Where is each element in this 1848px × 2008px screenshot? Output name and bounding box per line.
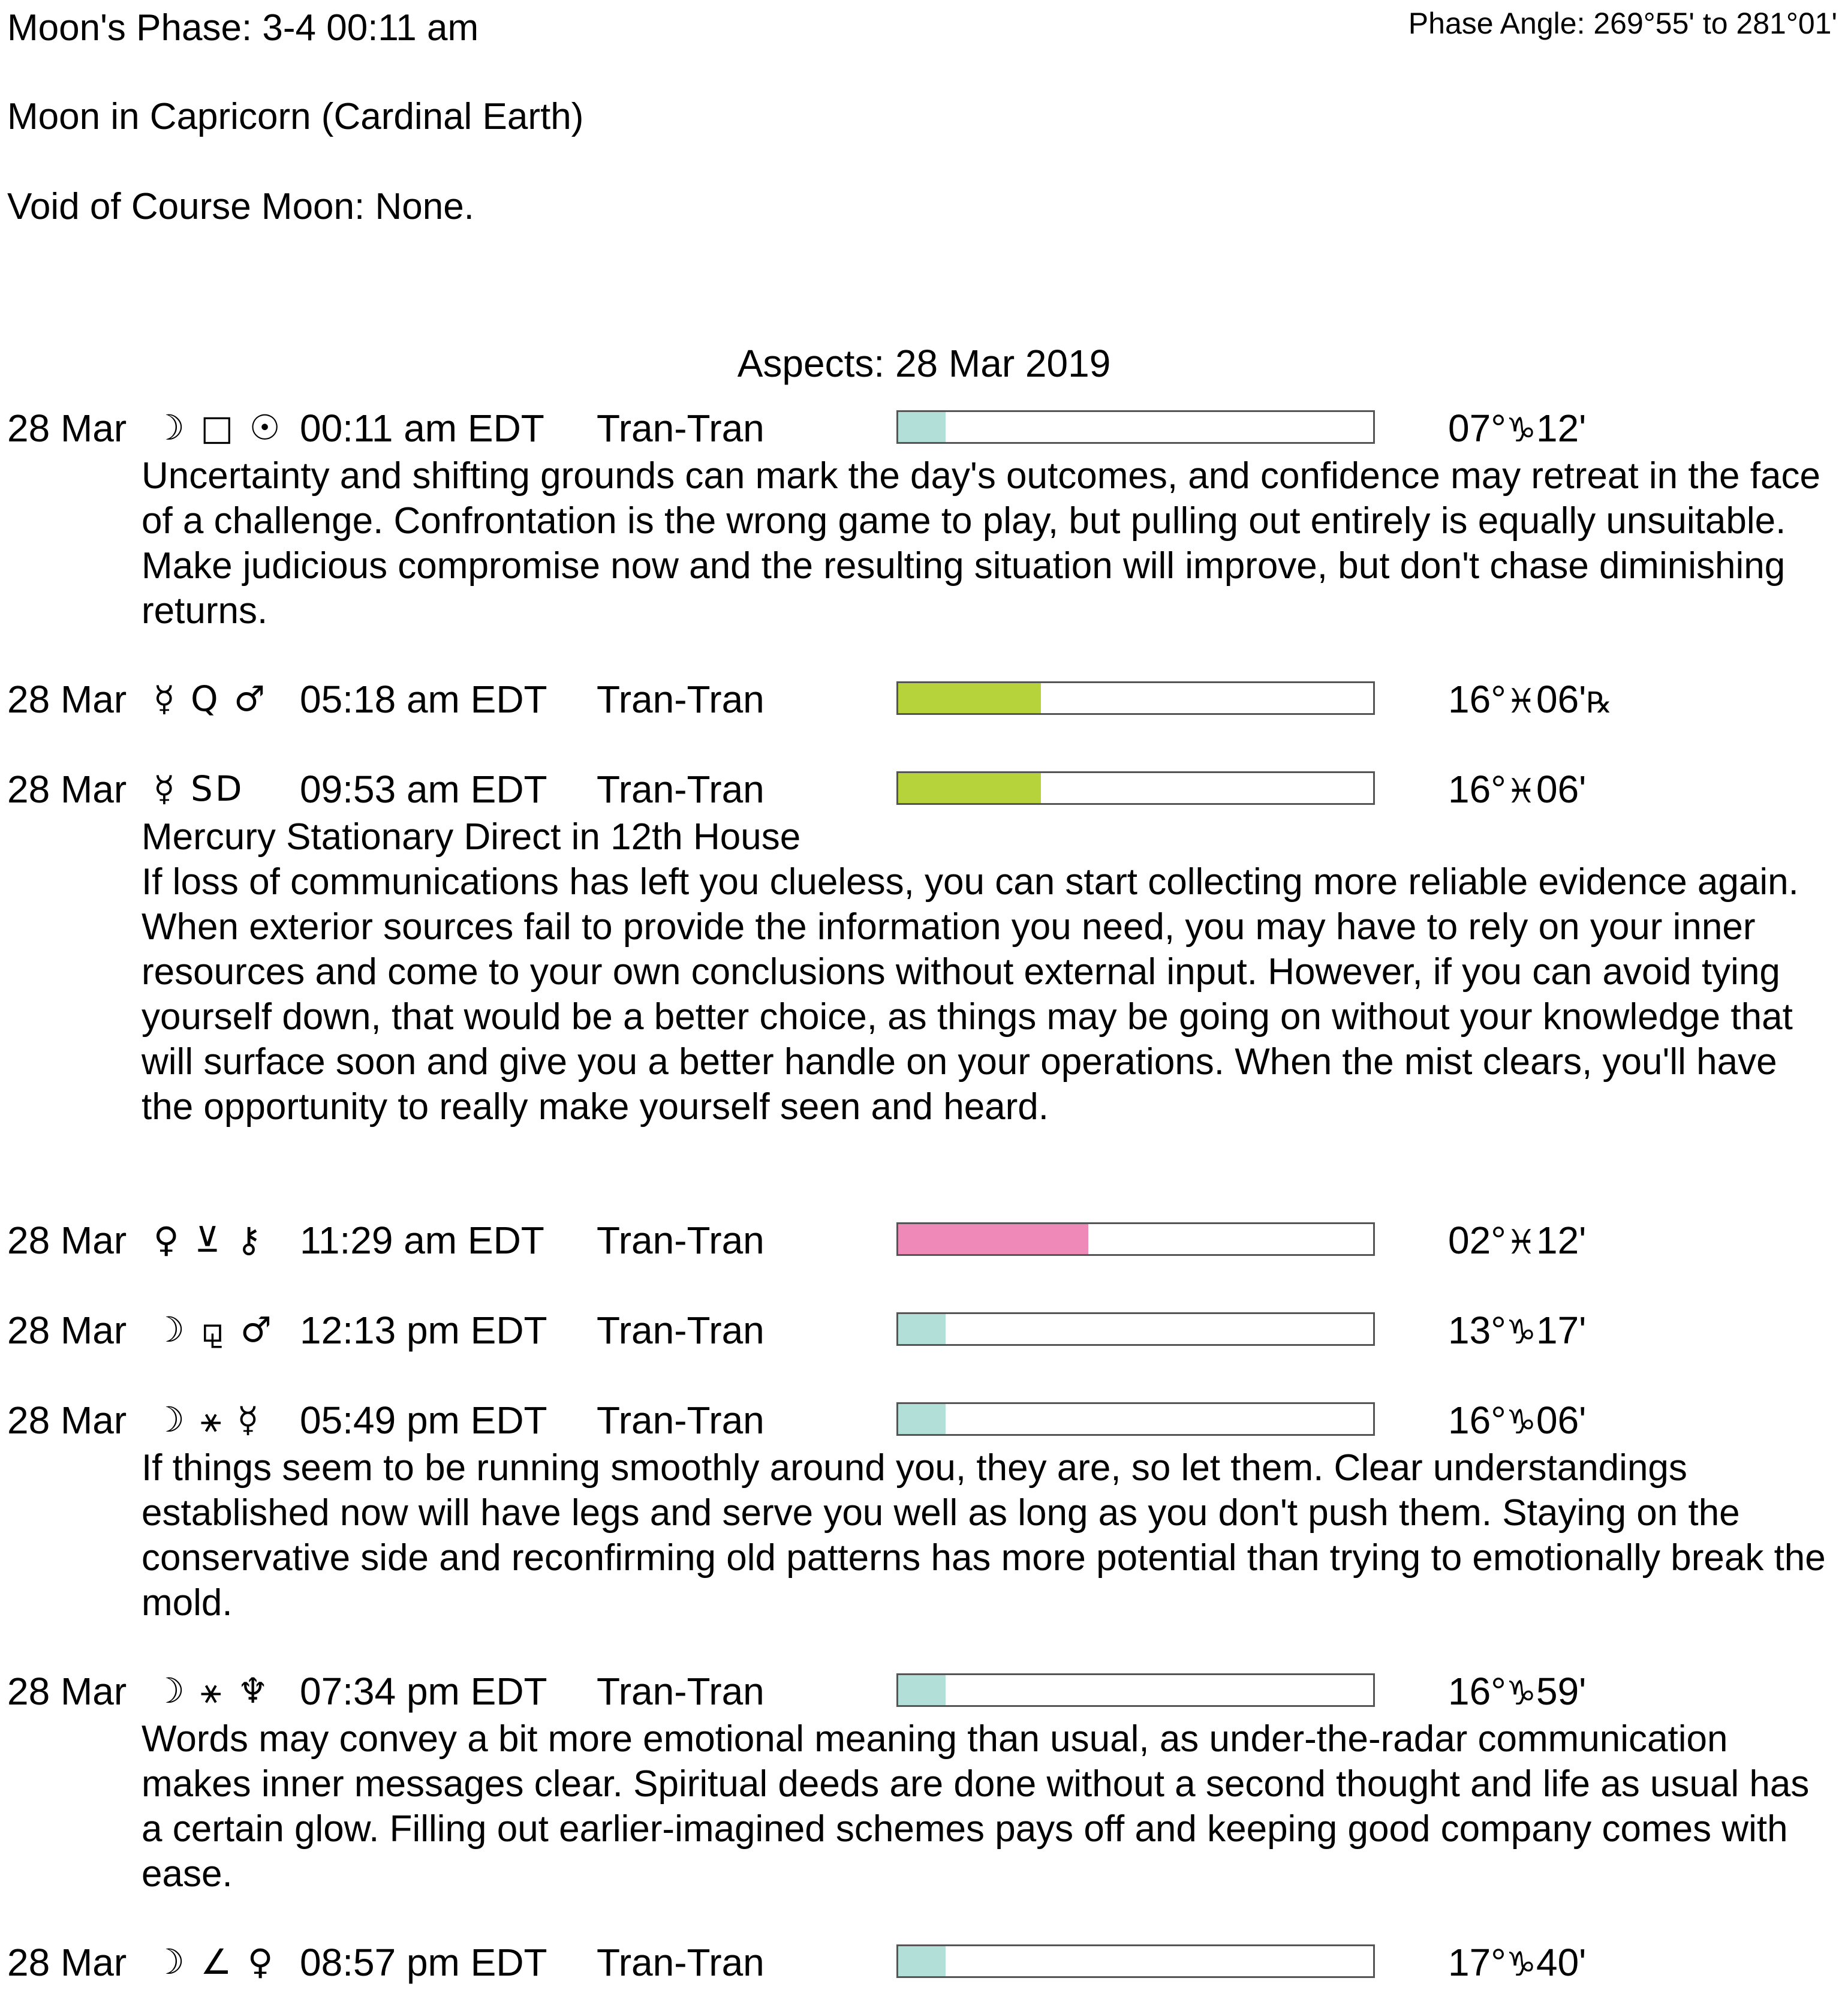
aspect-glyphs: ♀ ⊻ ⚷ (154, 1219, 264, 1260)
zodiac-sign-icon: ♑ (1506, 1945, 1536, 1984)
retrograde-icon: ℞ (1586, 686, 1612, 720)
strength-bar-fill (898, 1946, 946, 1976)
aspect-date: 28 Mar (7, 678, 127, 721)
aspect-date: 28 Mar (7, 1219, 127, 1262)
strength-bar (896, 1222, 1375, 1256)
moon-phase: Moon's Phase: 3-4 00:11 am (7, 7, 479, 49)
aspect-date: 28 Mar (7, 1670, 127, 1713)
strength-bar (896, 771, 1375, 805)
aspect-row (0, 677, 1848, 725)
aspect-time: 05:18 am EDT (300, 678, 547, 721)
aspect-kind: Tran-Tran (597, 1941, 765, 1984)
aspect-row (0, 405, 1848, 453)
position-degree: 16° (1448, 678, 1506, 721)
aspect-glyphs: ☽ □ ☉ (154, 407, 283, 448)
zodiac-sign-icon: ♑ (1506, 1674, 1536, 1713)
aspect-entry (0, 766, 1848, 1129)
aspect-description (142, 453, 1832, 633)
strength-bar (896, 1944, 1375, 1978)
void-of-course: Void of Course Moon: None. (7, 186, 474, 227)
strength-bar-fill (898, 1224, 1088, 1254)
aspect-time: 07:34 pm EDT (300, 1670, 547, 1713)
zodiac-sign-icon: ♑ (1506, 1313, 1536, 1352)
position-minutes: 06' (1536, 768, 1587, 811)
position-minutes: 12' (1536, 1219, 1587, 1262)
aspect-description (142, 1445, 1832, 1625)
aspect-kind: Tran-Tran (597, 1309, 765, 1352)
strength-bar-fill (898, 773, 1041, 803)
position-degree: 17° (1448, 1941, 1506, 1984)
aspect-kind: Tran-Tran (597, 768, 765, 811)
aspect-description (142, 1717, 1832, 1896)
description-paragraph: Uncertainty and shifting grounds can mark the day's outcomes, and confidence may retreat in the face of a challenge. Confrontation is the wrong game to play, but pulling out entirely is equally unsuitable. Make judicious compromise now and the resulting situation will improve, but don't chase diminishing returns. (142, 455, 1820, 632)
aspect-entry (0, 405, 1848, 633)
strength-bar-fill (898, 1404, 946, 1434)
aspect-description (142, 814, 1832, 1129)
zodiac-sign-icon: ♓ (1506, 1223, 1536, 1262)
aspect-time: 05:49 pm EDT (300, 1399, 547, 1442)
position-degree: 13° (1448, 1309, 1506, 1352)
aspect-position (1448, 407, 1587, 450)
position-degree: 16° (1448, 1399, 1506, 1442)
strength-bar-fill (898, 1314, 946, 1344)
aspect-time: 00:11 am EDT (300, 407, 544, 450)
aspect-entry (0, 1940, 1848, 1988)
aspect-position (1448, 1943, 1586, 1982)
position-minutes: 12' (1536, 407, 1587, 450)
aspect-row (0, 1397, 1848, 1445)
strength-bar-fill (898, 1675, 946, 1705)
strength-bar (896, 1673, 1375, 1707)
aspect-position (1448, 680, 1612, 719)
description-paragraph: Mercury Stationary Direct in 12th House (142, 816, 801, 858)
description-paragraph: Words may convey a bit more emotional meaning than usual, as under-the-radar communication makes inner messages clear. Spiritual deeds are done without a second thought and life as usual has a certain glow. Filling out earlier-imagined schemes pays off and keeping good company comes with ease. (142, 1718, 1810, 1895)
position-minutes: 06' (1536, 1399, 1587, 1442)
aspect-position (1448, 768, 1587, 811)
aspect-glyphs: ☿ Q ♂ (154, 678, 268, 719)
aspect-time: 09:53 am EDT (300, 768, 547, 811)
strength-bar (896, 1402, 1375, 1436)
zodiac-sign-icon: ♓ (1506, 772, 1536, 811)
aspect-date: 28 Mar (7, 407, 127, 450)
position-minutes: 40' (1536, 1941, 1587, 1984)
description-paragraph: If things seem to be running smoothly around you, they are, so let them. Clear understandings established now will have legs and serve you well as long as you don't push them. Staying on the conservative side and reconfirming old patterns has more potential than trying to emotionally break the mold. (142, 1447, 1826, 1624)
aspect-row (0, 1669, 1848, 1717)
aspect-kind: Tran-Tran (597, 1399, 765, 1442)
aspect-entry (0, 1218, 1848, 1265)
strength-bar (896, 410, 1375, 444)
description-paragraph: If loss of communications has left you clueless, you can start collecting more reliable evidence again. When exterior sources fail to provide the information you need, you may have to rely on your inner resources and come to your own conclusions without external input. However, if you can avoid tying yourself down, that would be a better choice, as things may be going on without your knowledge that will surface soon and give you a better handle on your operations. When the mist clears, you'll have the opportunity to really make yourself seen and heard. (142, 861, 1799, 1128)
aspect-date: 28 Mar (7, 1399, 127, 1442)
aspect-row (0, 1940, 1848, 1988)
zodiac-sign-icon: ♑ (1506, 1403, 1536, 1442)
position-degree: 07° (1448, 407, 1506, 450)
position-minutes: 17' (1536, 1309, 1587, 1352)
aspect-position (1448, 1399, 1587, 1442)
strength-bar (896, 1312, 1375, 1346)
strength-bar-fill (898, 683, 1041, 713)
aspect-time: 11:29 am EDT (300, 1219, 544, 1262)
aspect-position (1448, 1309, 1587, 1352)
aspect-glyphs: ☽ ∠ ♀ (154, 1941, 276, 1982)
aspect-glyphs: ☽ ⚹ ☿ (154, 1399, 261, 1440)
moon-sign: Moon in Capricorn (Cardinal Earth) (7, 96, 584, 137)
aspect-kind: Tran-Tran (597, 678, 765, 721)
strength-bar-fill (898, 412, 946, 442)
aspect-glyphs: ☽ ⚹ ♆ (154, 1670, 271, 1711)
aspect-row (0, 1218, 1848, 1265)
aspect-glyphs: ☿ SD (154, 768, 245, 809)
aspect-entry (0, 1307, 1848, 1355)
aspect-position (1448, 1219, 1587, 1262)
position-minutes: 06' (1536, 678, 1587, 721)
aspect-time: 08:57 pm EDT (300, 1941, 547, 1984)
aspect-kind: Tran-Tran (597, 1670, 765, 1713)
aspect-row (0, 1307, 1848, 1355)
aspect-date: 28 Mar (7, 768, 127, 811)
aspect-date: 28 Mar (7, 1941, 127, 1984)
aspect-entry (0, 677, 1848, 725)
aspect-entry (0, 1669, 1848, 1896)
aspect-row (0, 766, 1848, 814)
strength-bar (896, 681, 1375, 715)
aspect-position (1448, 1672, 1586, 1711)
position-minutes: 59' (1536, 1670, 1587, 1713)
zodiac-sign-icon: ♓ (1506, 682, 1536, 721)
position-degree: 16° (1448, 1670, 1506, 1713)
aspect-time: 12:13 pm EDT (300, 1309, 547, 1352)
aspect-entry (0, 1397, 1848, 1625)
aspect-kind: Tran-Tran (597, 1219, 765, 1262)
aspects-title: Aspects: 28 Mar 2019 (737, 342, 1111, 385)
zodiac-sign-icon: ♑ (1506, 411, 1536, 450)
phase-angle: Phase Angle: 269°55' to 281°01' (1408, 7, 1837, 40)
aspect-date: 28 Mar (7, 1309, 127, 1352)
aspect-glyphs: ☽ ⚼ ♂ (154, 1309, 274, 1350)
position-degree: 16° (1448, 768, 1506, 811)
aspect-kind: Tran-Tran (597, 407, 765, 450)
position-degree: 02° (1448, 1219, 1506, 1262)
